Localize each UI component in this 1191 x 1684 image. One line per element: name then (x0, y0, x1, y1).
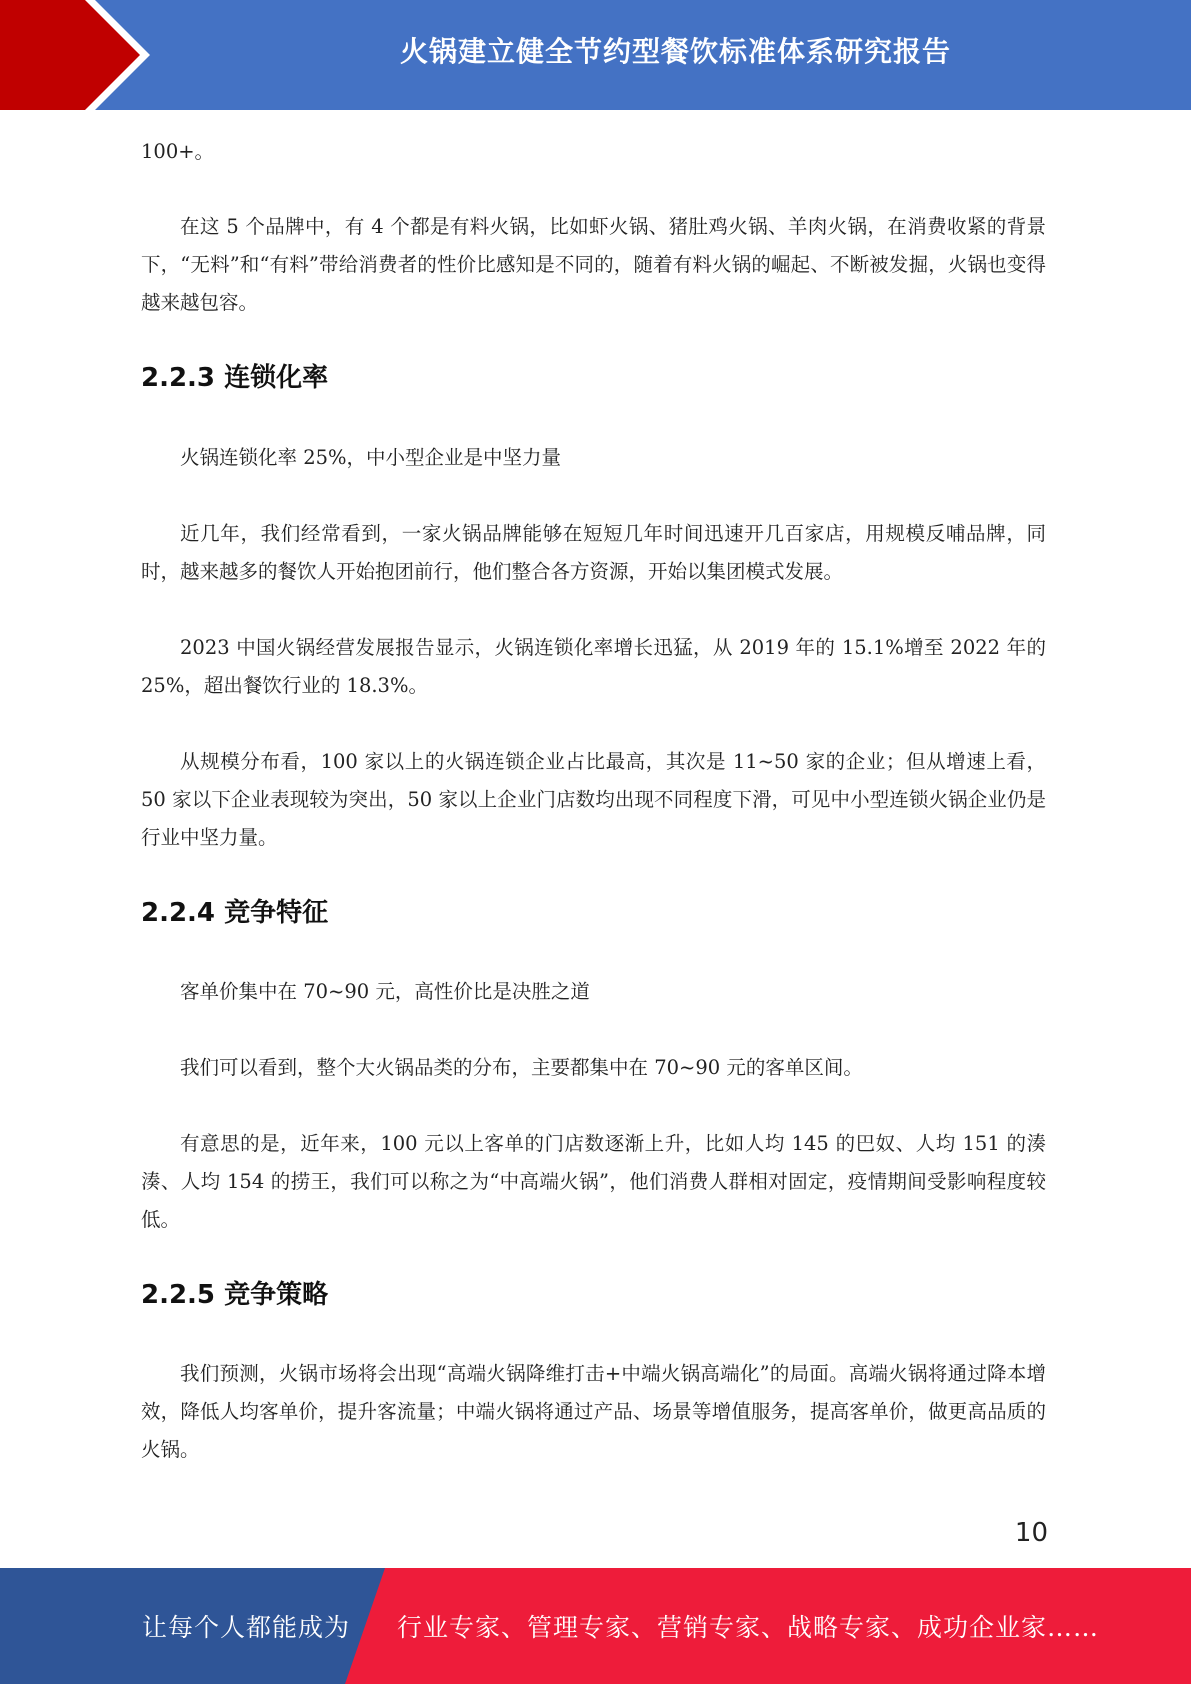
section-heading-2-2-3: 2.2.3 连锁化率 (141, 363, 329, 393)
paragraph: 100+。 (141, 140, 215, 163)
paragraph: 有意思的是，近年来，100 元以上客单的门店数逐渐上升，比如人均 145 的巴奴、人均 151 的湊湊、人均 154 的捞王，我们可以称之为“中高端火锅”，他们消费人群相对固定，疫情期间受影响程度较低。 (141, 1132, 1046, 1231)
paragraph: 近几年，我们经常看到，一家火锅品牌能够在短短几年时间迅速开几百家店，用规模反哺品牌，同时，越来越多的餐饮人开始抱团前行，他们整合各方资源，开始以集团模式发展。 (141, 522, 1046, 583)
paragraph: 2023 中国火锅经营发展报告显示，火锅连锁化率增长迅猛，从 2019 年的 15.1%增至 2022 年的 25%，超出餐饮行业的 18.3%。 (141, 636, 1046, 697)
header-chevron-decoration (0, 0, 160, 110)
page-number: 10 (1014, 1518, 1048, 1548)
section-heading-2-2-4: 2.2.4 竞争特征 (141, 898, 329, 928)
footer-slogan-left: 让每个人都能成为 (142, 1613, 351, 1642)
paragraph: 我们可以看到，整个大火锅品类的分布，主要都集中在 70~90 元的客单区间。 (180, 1056, 863, 1079)
paragraph: 在这 5 个品牌中，有 4 个都是有料火锅，比如虾火锅、猪肚鸡火锅、羊肉火锅，在消费收紧的背景下，“无料”和“有料”带给消费者的性价比感知是不同的，随着有料火锅的崛起、不断被发掘，火锅也变得越来越包容。 (141, 215, 1046, 314)
page-header (0, 0, 1191, 110)
footer-slogan-right: 行业专家、管理专家、营销专家、战略专家、成功企业家…… (397, 1613, 1100, 1642)
paragraph: 我们预测，火锅市场将会出现“高端火锅降维打击+中端火锅高端化”的局面。高端火锅将通过降本增效，降低人均客单价，提升客流量；中端火锅将通过产品、场景等增值服务，提高客单价，做更高品质的火锅。 (141, 1362, 1046, 1461)
paragraph: 火锅连锁化率 25%，中小型企业是中坚力量 (180, 446, 562, 469)
section-heading-2-2-5: 2.2.5 竞争策略 (141, 1280, 329, 1310)
paragraph: 从规模分布看，100 家以上的火锅连锁企业占比最高，其次是 11~50 家的企业；但从增速上看，50 家以下企业表现较为突出，50 家以上企业门店数均出现不同程度下滑，可见中小型连锁火锅企业仍是行业中坚力量。 (141, 750, 1046, 849)
page-footer (0, 1568, 1191, 1684)
report-title: 火锅建立健全节约型餐饮标准体系研究报告 (399, 35, 951, 68)
paragraph: 客单价集中在 70~90 元，高性价比是决胜之道 (180, 980, 590, 1003)
